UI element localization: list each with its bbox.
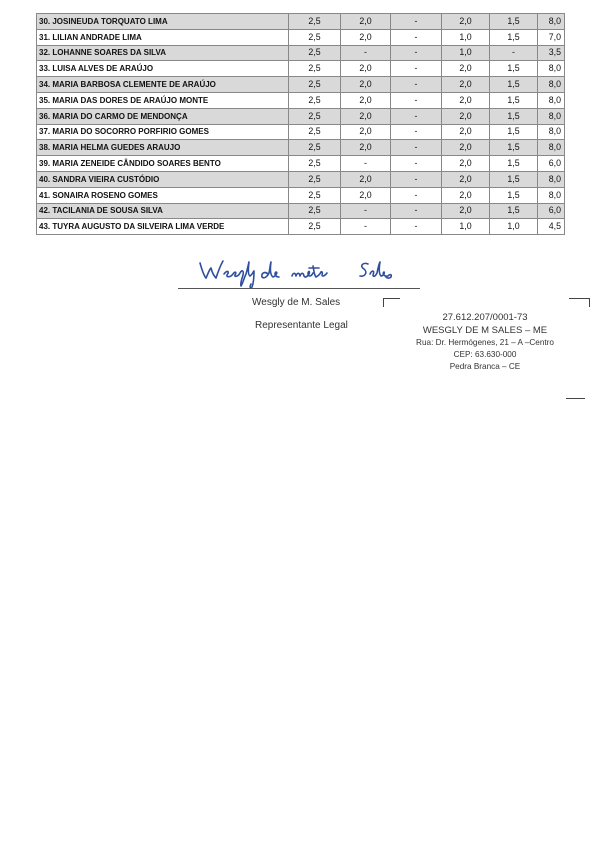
score-cell: 2,0 xyxy=(442,14,490,30)
score-cell: 2,0 xyxy=(341,108,391,124)
score-cell: 2,0 xyxy=(341,124,391,140)
score-cell: 2,0 xyxy=(442,203,490,219)
score-cell: 2,0 xyxy=(442,140,490,156)
score-cell: - xyxy=(391,219,442,235)
total-score-cell: 8,0 xyxy=(538,140,565,156)
score-cell: - xyxy=(391,140,442,156)
score-cell: 2,0 xyxy=(442,156,490,172)
table-row xyxy=(37,14,565,30)
score-cell: - xyxy=(391,92,442,108)
total-score-cell: 8,0 xyxy=(538,124,565,140)
candidate-name: 37. MARIA DO SOCORRO PORFIRIO GOMES xyxy=(37,124,289,140)
candidate-name: 35. MARIA DAS DORES DE ARAÚJO MONTE xyxy=(37,92,289,108)
stamp-cnpj: 27.612.207/0001-73 xyxy=(442,312,528,323)
stamp-address: Rua: Dr. Hermógenes, 21 – A –Centro xyxy=(416,338,554,347)
score-cell: 2,0 xyxy=(341,77,391,93)
company-stamp xyxy=(400,311,570,373)
score-cell: 2,5 xyxy=(289,92,341,108)
score-cell: 2,0 xyxy=(442,92,490,108)
score-cell: - xyxy=(391,108,442,124)
table-row xyxy=(37,171,565,187)
stamp-bracket-top-right xyxy=(569,298,590,307)
score-cell: 1,5 xyxy=(490,29,538,45)
score-cell: 1,5 xyxy=(490,124,538,140)
score-cell: - xyxy=(391,61,442,77)
candidate-name: 36. MARIA DO CARMO DE MENDONÇA xyxy=(37,108,289,124)
score-cell: - xyxy=(391,77,442,93)
score-cell: 1,5 xyxy=(490,140,538,156)
score-cell: - xyxy=(341,156,391,172)
score-cell: 1,0 xyxy=(442,29,490,45)
score-cell: - xyxy=(391,156,442,172)
candidate-name: 43. TUYRA AUGUSTO DA SILVEIRA LIMA VERDE xyxy=(37,219,289,235)
total-score-cell: 6,0 xyxy=(538,156,565,172)
score-cell: 2,0 xyxy=(341,171,391,187)
score-cell: 1,0 xyxy=(442,219,490,235)
table-row xyxy=(37,29,565,45)
handwritten-signature xyxy=(196,256,402,290)
total-score-cell: 7,0 xyxy=(538,29,565,45)
total-score-cell: 6,0 xyxy=(538,203,565,219)
candidate-name: 34. MARIA BARBOSA CLEMENTE DE ARAÚJO xyxy=(37,77,289,93)
candidate-name: 40. SANDRA VIEIRA CUSTÓDIO xyxy=(37,171,289,187)
score-cell: 2,5 xyxy=(289,45,341,61)
score-cell: - xyxy=(391,29,442,45)
stamp-company: WESGLY DE M SALES – ME xyxy=(422,325,548,336)
score-cell: 2,5 xyxy=(289,124,341,140)
total-score-cell: 8,0 xyxy=(538,171,565,187)
table-row xyxy=(37,92,565,108)
candidate-name: 38. MARIA HELMA GUEDES ARAUJO xyxy=(37,140,289,156)
score-cell: 1,5 xyxy=(490,77,538,93)
score-cell: 2,5 xyxy=(289,187,341,203)
score-cell: 1,5 xyxy=(490,156,538,172)
score-cell: 2,0 xyxy=(442,108,490,124)
score-cell: 1,5 xyxy=(490,14,538,30)
score-cell: 2,0 xyxy=(341,140,391,156)
score-cell: - xyxy=(391,203,442,219)
table-row xyxy=(37,77,565,93)
total-score-cell: 3,5 xyxy=(538,45,565,61)
total-score-cell: 8,0 xyxy=(538,61,565,77)
total-score-cell: 4,5 xyxy=(538,219,565,235)
score-cell: 2,0 xyxy=(442,187,490,203)
table-row xyxy=(37,61,565,77)
table-row xyxy=(37,156,565,172)
score-cell: 1,5 xyxy=(490,61,538,77)
score-cell: 1,5 xyxy=(490,108,538,124)
candidate-name: 31. LILIAN ANDRADE LIMA xyxy=(37,29,289,45)
score-cell: 1,0 xyxy=(442,45,490,61)
score-cell: 1,5 xyxy=(490,171,538,187)
score-cell: 2,5 xyxy=(289,29,341,45)
table-row xyxy=(37,219,565,235)
candidate-name: 33. LUISA ALVES DE ARAÚJO xyxy=(37,61,289,77)
score-cell: 2,0 xyxy=(442,124,490,140)
candidate-name: 30. JOSINEUDA TORQUATO LIMA xyxy=(37,14,289,30)
total-score-cell: 8,0 xyxy=(538,14,565,30)
table-row xyxy=(37,203,565,219)
score-cell: 1,5 xyxy=(490,187,538,203)
score-cell: - xyxy=(391,14,442,30)
score-cell: - xyxy=(391,45,442,61)
signature-line xyxy=(178,288,420,289)
candidate-name: 32. LOHANNE SOARES DA SILVA xyxy=(37,45,289,61)
total-score-cell: 8,0 xyxy=(538,77,565,93)
score-cell: 2,0 xyxy=(341,14,391,30)
table-row xyxy=(37,45,565,61)
score-cell: 2,5 xyxy=(289,156,341,172)
signer-name: Wesgly de M. Sales xyxy=(252,297,341,308)
candidate-name: 41. SONAIRA ROSENO GOMES xyxy=(37,187,289,203)
total-score-cell: 8,0 xyxy=(538,108,565,124)
score-cell: - xyxy=(341,45,391,61)
score-cell: 2,0 xyxy=(442,61,490,77)
score-cell: 2,5 xyxy=(289,140,341,156)
stamp-cep: CEP: 63.630-000 xyxy=(453,350,517,359)
score-cell: - xyxy=(391,187,442,203)
score-cell: 1,5 xyxy=(490,203,538,219)
score-cell: 2,0 xyxy=(341,61,391,77)
score-cell: 1,5 xyxy=(490,92,538,108)
score-cell: 2,5 xyxy=(289,77,341,93)
candidate-name: 42. TACILANIA DE SOUSA SILVA xyxy=(37,203,289,219)
table-row xyxy=(37,108,565,124)
score-cell: 2,0 xyxy=(341,187,391,203)
stamp-bracket-top-left xyxy=(383,298,400,307)
score-cell: 2,0 xyxy=(341,92,391,108)
score-cell: 2,5 xyxy=(289,171,341,187)
score-cell: 2,0 xyxy=(341,29,391,45)
total-score-cell: 8,0 xyxy=(538,92,565,108)
score-cell: 2,0 xyxy=(442,77,490,93)
score-cell: - xyxy=(391,171,442,187)
stamp-city: Pedra Branca – CE xyxy=(449,362,521,371)
score-cell: - xyxy=(341,219,391,235)
signer-role: Representante Legal xyxy=(255,320,348,331)
score-cell: - xyxy=(391,124,442,140)
score-cell: 2,5 xyxy=(289,14,341,30)
score-cell: - xyxy=(341,203,391,219)
score-cell: 2,5 xyxy=(289,61,341,77)
scores-table xyxy=(36,13,565,235)
score-cell: 2,5 xyxy=(289,108,341,124)
total-score-cell: 8,0 xyxy=(538,187,565,203)
table-row xyxy=(37,140,565,156)
score-cell: - xyxy=(490,45,538,61)
stamp-bracket-bottom-right xyxy=(566,398,585,399)
score-cell: 2,5 xyxy=(289,203,341,219)
candidate-name: 39. MARIA ZENEIDE CÂNDIDO SOARES BENTO xyxy=(37,156,289,172)
score-cell: 2,0 xyxy=(442,171,490,187)
score-cell: 1,0 xyxy=(490,219,538,235)
score-cell: 2,5 xyxy=(289,219,341,235)
table-row xyxy=(37,124,565,140)
scores-table-body xyxy=(37,14,565,235)
table-row xyxy=(37,187,565,203)
